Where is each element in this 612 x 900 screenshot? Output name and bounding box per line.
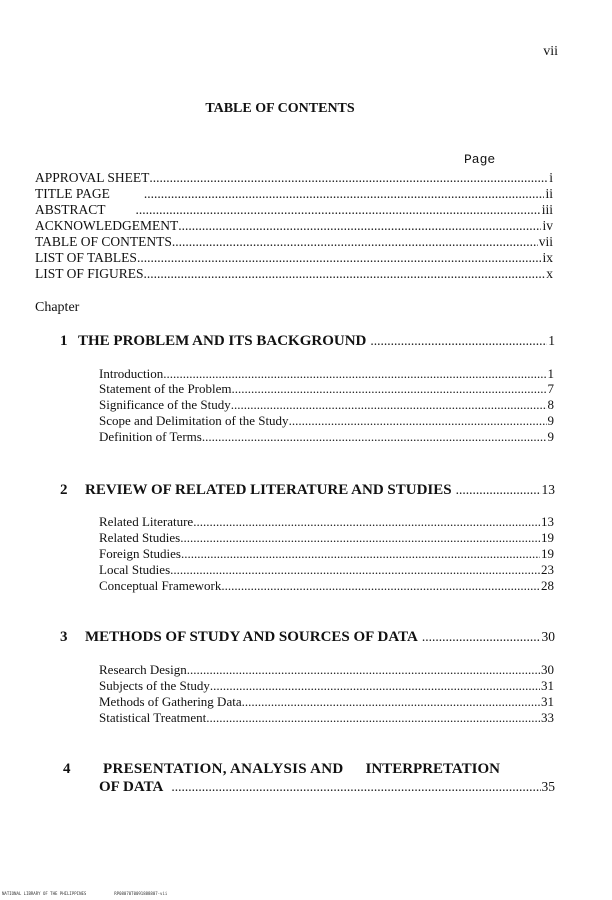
toc-entry-page: x xyxy=(546,266,553,281)
section-page: 1 xyxy=(547,366,554,381)
toc-entry-label: ACKNOWLEDGEMENT xyxy=(35,218,179,233)
footer-library: NATIONAL LIBRARY OF THE PHILIPPINES xyxy=(2,891,87,896)
toc-section[interactable] xyxy=(99,662,554,677)
section-label: Methods of Gathering Data xyxy=(99,694,242,709)
section-label: Introduction xyxy=(99,366,164,381)
toc-entry-list-of-figures[interactable] xyxy=(35,266,553,282)
dot-leader xyxy=(202,429,547,444)
section-label: Statement of the Problem xyxy=(99,381,232,396)
chapter-number: 3 xyxy=(60,629,68,645)
toc-section[interactable] xyxy=(99,381,554,396)
toc-entry-title-page[interactable] xyxy=(35,186,553,202)
chapter-page: 1 xyxy=(548,333,555,348)
dot-leader xyxy=(137,250,542,266)
toc-section[interactable] xyxy=(99,578,554,593)
toc-entry-approval-sheet[interactable] xyxy=(35,170,553,186)
toc-chapter-1[interactable] xyxy=(60,332,555,350)
dot-leader xyxy=(172,234,538,250)
toc-section[interactable] xyxy=(99,429,554,444)
section-label: Related Studies xyxy=(99,530,181,545)
toc-entry-table-of-contents[interactable] xyxy=(35,234,553,250)
toc-entry-acknowledgement[interactable] xyxy=(35,218,553,234)
dot-leader xyxy=(242,694,540,709)
section-page: 13 xyxy=(541,514,554,529)
toc-entry-page: vii xyxy=(538,234,553,249)
chapter-title: METHODS OF STUDY AND SOURCES OF DATA xyxy=(85,629,418,645)
toc-section[interactable] xyxy=(99,678,554,693)
toc-section[interactable] xyxy=(99,366,554,381)
dot-leader xyxy=(210,678,540,693)
chapter-title-part2: INTERPRETATION xyxy=(365,761,500,777)
toc-section[interactable] xyxy=(99,562,554,577)
section-page: 8 xyxy=(547,397,554,412)
section-page: 31 xyxy=(541,678,554,693)
dot-leader xyxy=(289,413,547,428)
section-page: 33 xyxy=(541,710,554,725)
footer-code: RP08070T0091888807-vii xyxy=(114,891,168,896)
section-label: Subjects of the Study xyxy=(99,678,210,693)
toc-chapter-4-title-line1[interactable] xyxy=(63,761,500,778)
dot-leader xyxy=(232,381,547,396)
section-page: 23 xyxy=(541,562,554,577)
toc-section[interactable] xyxy=(99,530,554,545)
toc-entry-label: TABLE OF CONTENTS xyxy=(35,234,172,249)
section-label: Foreign Studies xyxy=(99,546,181,561)
dot-leader xyxy=(163,366,546,381)
toc-entry-page: iii xyxy=(541,202,553,217)
dot-leader xyxy=(231,397,547,412)
chapter-number: 4 xyxy=(63,761,71,777)
chapter-title: REVIEW OF RELATED LITERATURE AND STUDIES xyxy=(85,482,452,498)
section-page: 9 xyxy=(547,429,554,444)
section-label: Scope and Delimitation of the Study xyxy=(99,413,289,428)
section-page: 31 xyxy=(541,694,554,709)
dot-leader xyxy=(456,481,541,499)
dot-leader xyxy=(178,218,541,234)
toc-section[interactable] xyxy=(99,694,554,709)
dot-leader xyxy=(144,186,545,202)
toc-section[interactable] xyxy=(99,514,554,529)
page-column-header: Page xyxy=(464,152,496,167)
toc-entry-label: LIST OF FIGURES xyxy=(35,266,144,281)
section-page: 9 xyxy=(547,413,554,428)
section-label: Statistical Treatment xyxy=(99,710,207,725)
chapter-page: 13 xyxy=(541,482,555,497)
chapter-label: Chapter xyxy=(35,300,80,315)
page-title: TABLE OF CONTENTS xyxy=(205,101,355,116)
section-label: Conceptual Framework xyxy=(99,578,222,593)
section-page: 19 xyxy=(541,546,554,561)
dot-leader xyxy=(149,170,548,186)
toc-entry-page: i xyxy=(549,170,553,185)
dot-leader xyxy=(187,662,540,677)
dot-leader xyxy=(144,266,546,282)
toc-entry-page: iv xyxy=(542,218,553,233)
section-page: 28 xyxy=(541,578,554,593)
toc-entry-page: ii xyxy=(545,186,553,201)
section-label: Definition of Terms xyxy=(99,429,202,444)
chapter-title: THE PROBLEM AND ITS BACKGROUND xyxy=(78,333,367,349)
toc-section[interactable] xyxy=(99,413,554,428)
toc-chapter-4-title-line2[interactable] xyxy=(99,778,555,796)
toc-entry-label: LIST OF TABLES xyxy=(35,250,137,265)
toc-section[interactable] xyxy=(99,397,554,412)
dot-leader xyxy=(136,202,541,218)
section-label: Research Design xyxy=(99,662,187,677)
dot-leader xyxy=(170,562,540,577)
toc-chapter-3[interactable] xyxy=(60,628,555,646)
page-number: vii xyxy=(543,44,558,59)
dot-leader xyxy=(193,514,540,529)
dot-leader xyxy=(171,778,540,796)
section-label: Significance of the Study xyxy=(99,397,231,412)
chapter-number: 1 xyxy=(60,333,68,349)
dot-leader xyxy=(422,628,541,646)
toc-chapter-2[interactable] xyxy=(60,481,555,499)
section-label: Related Literature xyxy=(99,514,194,529)
toc-entry-label: ABSTRACT xyxy=(35,202,106,217)
dot-leader xyxy=(206,710,540,725)
toc-section[interactable] xyxy=(99,546,554,561)
chapter-number: 2 xyxy=(60,482,68,498)
section-page: 19 xyxy=(541,530,554,545)
toc-entry-page: ix xyxy=(542,250,553,265)
toc-entry-abstract[interactable] xyxy=(35,202,553,218)
dot-leader xyxy=(221,578,540,593)
chapter-page: 35 xyxy=(541,779,555,794)
chapter-title-part1: PRESENTATION, ANALYSIS AND xyxy=(103,761,344,777)
dot-leader xyxy=(181,546,540,561)
toc-section[interactable] xyxy=(99,710,554,725)
chapter-title-line2: OF DATA xyxy=(99,779,164,795)
section-label: Local Studies xyxy=(99,562,171,577)
dot-leader xyxy=(180,530,540,545)
toc-entry-label: APPROVAL SHEET xyxy=(35,170,150,185)
dot-leader xyxy=(370,332,547,350)
toc-entry-list-of-tables[interactable] xyxy=(35,250,553,266)
section-page: 7 xyxy=(547,381,554,396)
scan-footer xyxy=(2,891,167,896)
section-page: 30 xyxy=(541,662,554,677)
toc-entry-label: TITLE PAGE xyxy=(35,186,110,201)
chapter-page: 30 xyxy=(541,629,555,644)
